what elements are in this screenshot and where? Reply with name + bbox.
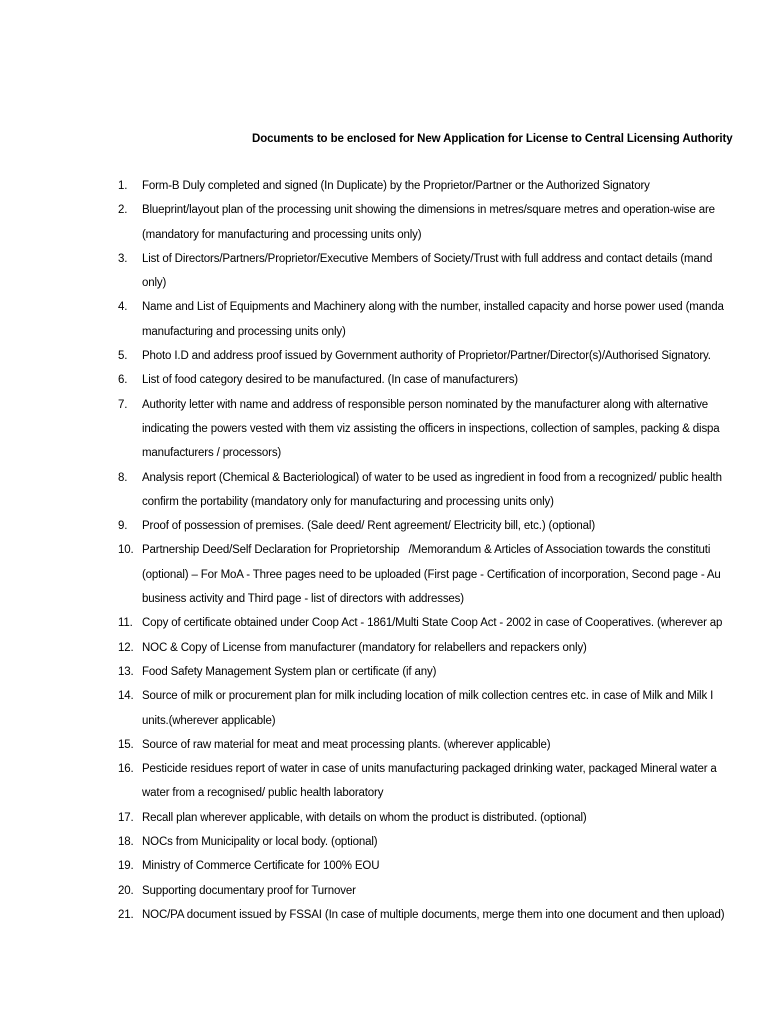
list-item: [0, 636, 768, 660]
list-item-text: Analysis report (Chemical & Bacteriological) of water to be used as ingredient in food from a recognized/ public health: [142, 471, 722, 484]
list-item-text: business activity and Third page - list of directors with addresses): [142, 593, 464, 606]
list-item: [0, 247, 768, 296]
list-item-text: List of Directors/Partners/Proprietor/Executive Members of Society/Trust with full address and contact details (mand: [142, 252, 713, 265]
list-item: [0, 684, 768, 733]
list-item: [0, 733, 768, 757]
list-item: [0, 538, 768, 611]
list-item-text: manufacturing and processing units only): [142, 325, 346, 338]
list-item-text: NOC/PA document issued by FSSAI (In case of multiple documents, merge them into one document and then upload): [142, 908, 725, 921]
list-item-text: NOC & Copy of License from manufacturer (mandatory for relabellers and repackers only): [142, 641, 587, 654]
list-item-text: Photo I.D and address proof issued by Government authority of Proprietor/Partner/Director(s)/Authorised Signatory.: [142, 350, 711, 363]
list-item: [0, 198, 768, 247]
list-item-text: Source of milk or procurement plan for milk including location of milk collection centres etc. in case of Milk and Milk I: [142, 690, 714, 703]
list-item-number: 10.: [118, 544, 134, 557]
list-item-text: (optional) – For MoA - Three pages need to be uploaded (First page - Certification of incorporation, Second page - Au: [142, 568, 721, 581]
list-item-number: 6.: [118, 374, 128, 387]
list-item: [0, 757, 768, 806]
list-item-text: only): [142, 277, 167, 290]
list-item-number: 8.: [118, 471, 128, 484]
list-item-text: NOCs from Municipality or local body. (optional): [142, 836, 378, 849]
list-item-number: 11.: [118, 617, 133, 630]
list-item: [0, 295, 768, 344]
list-item-text: manufacturers / processors): [142, 447, 282, 460]
list-item-number: 17.: [118, 811, 134, 824]
list-item-text: Supporting documentary proof for Turnover: [142, 884, 356, 897]
list-item-text: Partnership Deed/Self Declaration for Proprietorship /Memorandum & Articles of Association towards the constituti: [142, 544, 711, 557]
document-list: [0, 174, 768, 927]
list-item-number: 14.: [118, 690, 134, 703]
list-item: [0, 806, 768, 830]
list-item-text: water from a recognised/ public health laboratory: [142, 787, 384, 800]
list-item-text: units.(wherever applicable): [142, 714, 276, 727]
list-item-text: Source of raw material for meat and meat processing plants. (wherever applicable): [142, 738, 551, 751]
list-item-number: 9.: [118, 520, 128, 533]
list-item-text: Food Safety Management System plan or certificate (if any): [142, 665, 437, 678]
list-item: [0, 879, 768, 903]
list-item-number: 20.: [118, 884, 134, 897]
list-item: [0, 466, 768, 515]
list-item-number: 4.: [118, 301, 128, 314]
list-item: [0, 660, 768, 684]
list-item-number: 21.: [118, 908, 134, 921]
list-item-text: Proof of possession of premises. (Sale deed/ Rent agreement/ Electricity bill, etc.) (optional): [142, 520, 595, 533]
list-item-text: Recall plan wherever applicable, with details on whom the product is distributed. (optional): [142, 811, 587, 824]
list-item: [0, 514, 768, 538]
list-item-text: Copy of certificate obtained under Coop Act - 1861/Multi State Coop Act - 2002 in case of Cooperatives. (wherever ap: [142, 617, 723, 630]
list-item: [0, 611, 768, 635]
list-item-text: Blueprint/layout plan of the processing unit showing the dimensions in metres/square metres and operation-wise are: [142, 204, 715, 217]
list-item-number: 7.: [118, 398, 128, 411]
list-item: [0, 854, 768, 878]
list-item-text: Pesticide residues report of water in case of units manufacturing packaged drinking water, packaged Mineral water a: [142, 763, 717, 776]
list-item-text: confirm the portability (mandatory only for manufacturing and processing units only): [142, 495, 554, 508]
list-item-number: 15.: [118, 738, 134, 751]
list-item-number: 5.: [118, 350, 128, 363]
list-item-number: 13.: [118, 665, 134, 678]
list-item-number: 18.: [118, 836, 134, 849]
list-item-number: 2.: [118, 204, 128, 217]
document-title: Documents to be enclosed for New Application for License to Central Licensing Authority: [252, 133, 733, 145]
list-item-number: 1.: [118, 180, 128, 192]
list-item-text: List of food category desired to be manufactured. (In case of manufacturers): [142, 374, 518, 387]
list-item-text: Form-B Duly completed and signed (In Duplicate) by the Proprietor/Partner or the Authorized Signatory: [142, 180, 650, 192]
list-item-text: Authority letter with name and address of responsible person nominated by the manufacturer along with alternative: [142, 398, 709, 411]
list-item: [0, 368, 768, 392]
list-item-number: 12.: [118, 641, 134, 654]
list-item: [0, 344, 768, 368]
list-item-number: 19.: [118, 860, 134, 873]
list-item-number: 3.: [118, 252, 128, 265]
list-item: [0, 393, 768, 466]
list-item: [0, 903, 768, 927]
list-item-text: Ministry of Commerce Certificate for 100% EOU: [142, 860, 380, 873]
list-item-text: (mandatory for manufacturing and processing units only): [142, 228, 422, 241]
list-item: [0, 174, 768, 198]
list-item-number: 16.: [118, 763, 134, 776]
list-item: [0, 830, 768, 854]
list-item-text: Name and List of Equipments and Machinery along with the number, installed capacity and horse power used (manda: [142, 301, 724, 314]
list-item-text: indicating the powers vested with them viz assisting the officers in inspections, collection of samples, packing & dispa: [142, 422, 720, 435]
